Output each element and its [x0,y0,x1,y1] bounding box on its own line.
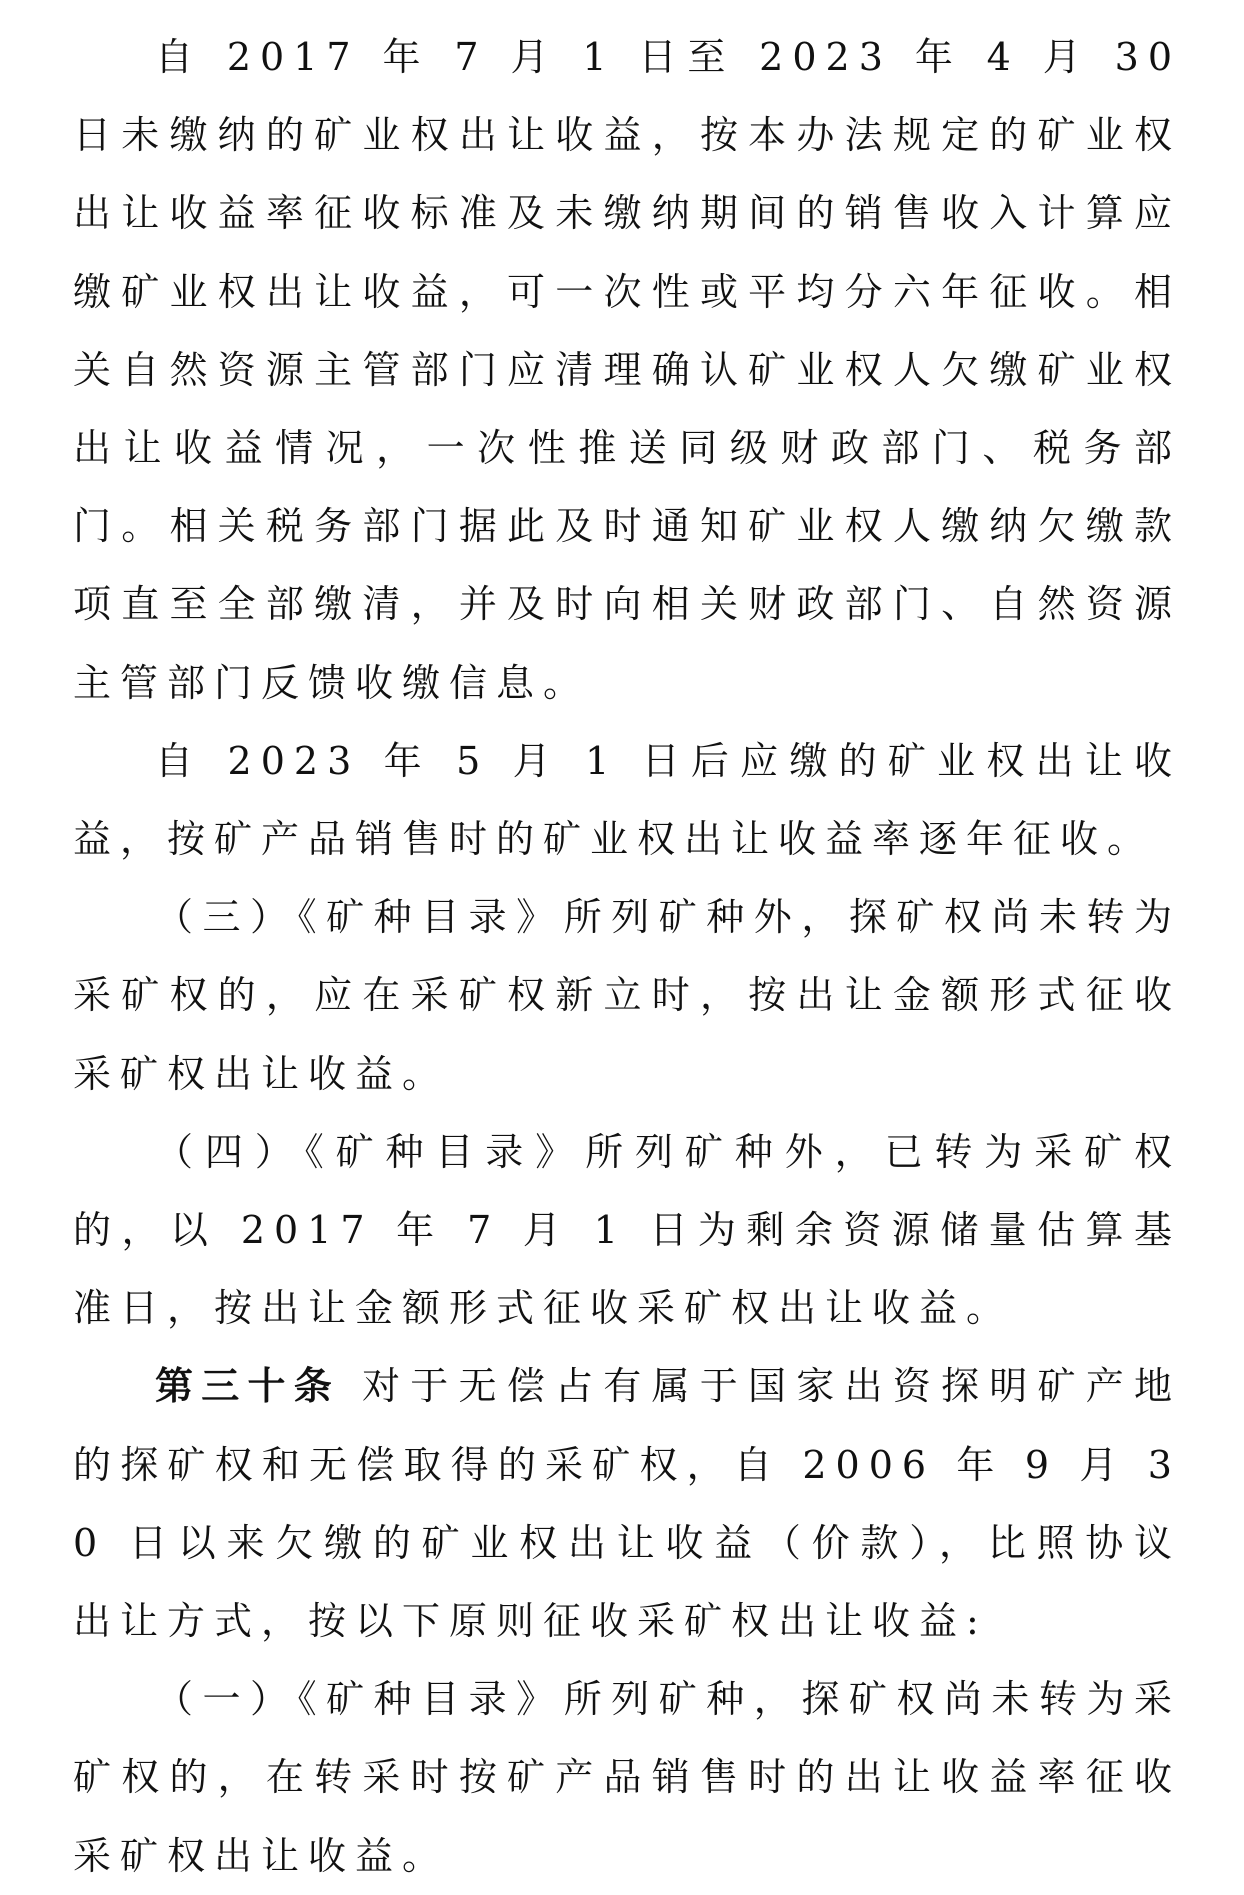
paragraph-arrears-collection [73,18,1181,722]
paragraph-item-3 [73,878,1181,1113]
paragraph-text: 对于无偿占有属于国家出资探明矿产地的探矿权和无偿取得的采矿权，自 2006 年 9 月 30 日以来欠缴的矿业权出让收益（价款），比照协议出让方式，按以下原则征收采矿权出让收益: [73,1364,1181,1644]
document-body [73,18,1181,1895]
paragraph-item-4 [73,1113,1181,1348]
paragraph-text: （一）《矿种目录》所列矿种，探矿权尚未转为采矿权的，在转采时按矿产品销售时的出让收益率征收采矿权出让收益。 [73,1677,1181,1878]
paragraph-text: 自 2023 年 5 月 1 日后应缴的矿业权出让收益，按矿产品销售时的矿业权出让收益率逐年征收。 [73,738,1181,862]
paragraph-article-30 [73,1347,1181,1660]
paragraph-after-2023-may [73,722,1181,878]
article-title: 第三十条 [155,1364,340,1409]
paragraph-article-30-item-1 [73,1660,1181,1895]
paragraph-text: （三）《矿种目录》所列矿种外，探矿权尚未转为采矿权的，应在采矿权新立时，按出让金额形式征收采矿权出让收益。 [73,895,1181,1096]
paragraph-text: 自 2017 年 7 月 1 日至 2023 年 4 月 30 日未缴纳的矿业权出让收益，按本办法规定的矿业权出让收益率征收标准及未缴纳期间的销售收入计算应缴矿业权出让收益，可一次性或平均分六年征收。相关自然资源主管部门应清理确认矿业权人欠缴矿业权出让收益情况，一次性推送同级财政部门、税务部门。相关税务部门据此及时通知矿业权人缴纳欠缴款项直至全部缴清，并及时向相关财政部门、自然资源主管部门反馈收缴信息。 [73,35,1181,705]
paragraph-text: （四）《矿种目录》所列矿种外，已转为采矿权的，以 2017 年 7 月 1 日为剩余资源储量估算基准日，按出让金额形式征收采矿权出让收益。 [73,1129,1181,1331]
